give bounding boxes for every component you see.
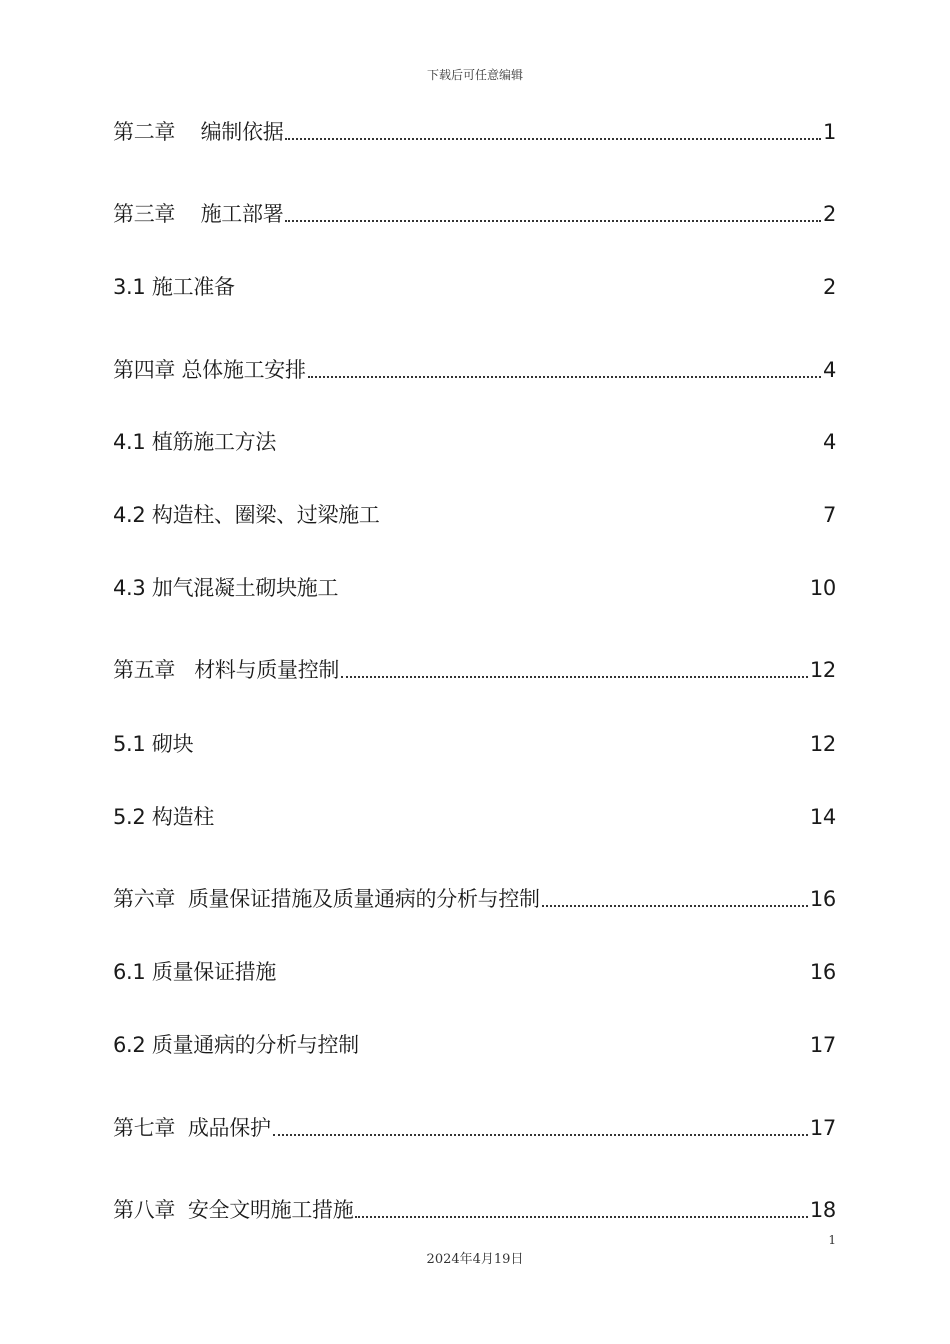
toc-entry-title: 第七章 成品保护 [113,1116,271,1140]
page-header: 下载后可任意编辑 [426,68,523,82]
toc-entry-title: 4.2 构造柱、圈梁、过梁施工 [113,503,380,527]
toc-entry-page: 7 [822,503,836,527]
toc-entry-3-1[interactable] [113,272,836,302]
toc-entry-chapter-4[interactable] [113,355,836,385]
page-footer-date: 2024年4月19日 [426,1252,524,1267]
toc-dot-leader [285,220,821,222]
toc-entry-page: 18 [809,1198,836,1222]
toc-entry-chapter-5[interactable] [113,655,836,685]
toc-entry-page: 17 [809,1116,836,1140]
toc-entry-page: 17 [809,1033,836,1057]
toc-entry-title: 3.1 施工准备 [113,275,235,299]
toc-entry-6-2[interactable] [113,1030,836,1060]
toc-dot-leader [341,676,808,678]
toc-entry-page: 16 [809,960,836,984]
toc-entry-title: 第三章 施工部署 [113,202,284,226]
toc-dot-leader [308,376,821,378]
toc-entry-4-3[interactable] [113,573,836,603]
toc-entry-title: 第五章 材料与质量控制 [113,658,340,682]
toc-entry-4-2[interactable] [113,500,836,530]
toc-entry-chapter-3[interactable] [113,199,836,229]
toc-entry-page: 2 [822,275,836,299]
toc-entry-page: 12 [809,732,836,756]
toc-entry-page: 10 [809,576,836,600]
toc-entry-title: 第八章 安全文明施工措施 [113,1198,354,1222]
toc-dot-leader [285,138,821,140]
toc-entry-title: 4.1 植筋施工方法 [113,430,277,454]
toc-entry-title: 第二章 编制依据 [113,120,284,144]
toc-entry-page: 12 [809,658,836,682]
toc-entry-chapter-7[interactable] [113,1113,836,1143]
toc-dot-leader [355,1216,807,1218]
toc-entry-page: 2 [822,202,836,226]
toc-entry-page: 1 [822,120,836,144]
toc-entry-page: 14 [809,805,836,829]
toc-entry-title: 5.1 砌块 [113,732,194,756]
toc-entry-chapter-2[interactable] [113,117,836,147]
toc-dot-leader [273,1134,808,1136]
toc-entry-chapter-8[interactable] [113,1195,836,1225]
toc-entry-5-1[interactable] [113,729,836,759]
toc-entry-chapter-6[interactable] [113,884,836,914]
toc-entry-title: 第六章 质量保证措施及质量通病的分析与控制 [113,887,540,911]
toc-entry-title: 6.1 质量保证措施 [113,960,277,984]
toc-entry-title: 5.2 构造柱 [113,805,214,829]
toc-entry-title: 6.2 质量通病的分析与控制 [113,1033,359,1057]
toc-entry-5-2[interactable] [113,802,836,832]
toc-entry-4-1[interactable] [113,427,836,457]
page-number: 1 [828,1233,836,1247]
toc-entry-title: 第四章 总体施工安排 [113,358,306,382]
toc-entry-title: 4.3 加气混凝土砌块施工 [113,576,339,600]
toc-entry-page: 16 [809,887,836,911]
toc-entry-page: 4 [822,430,836,454]
toc-dot-leader [542,905,808,907]
toc-entry-page: 4 [822,358,836,382]
toc-entry-6-1[interactable] [113,957,836,987]
